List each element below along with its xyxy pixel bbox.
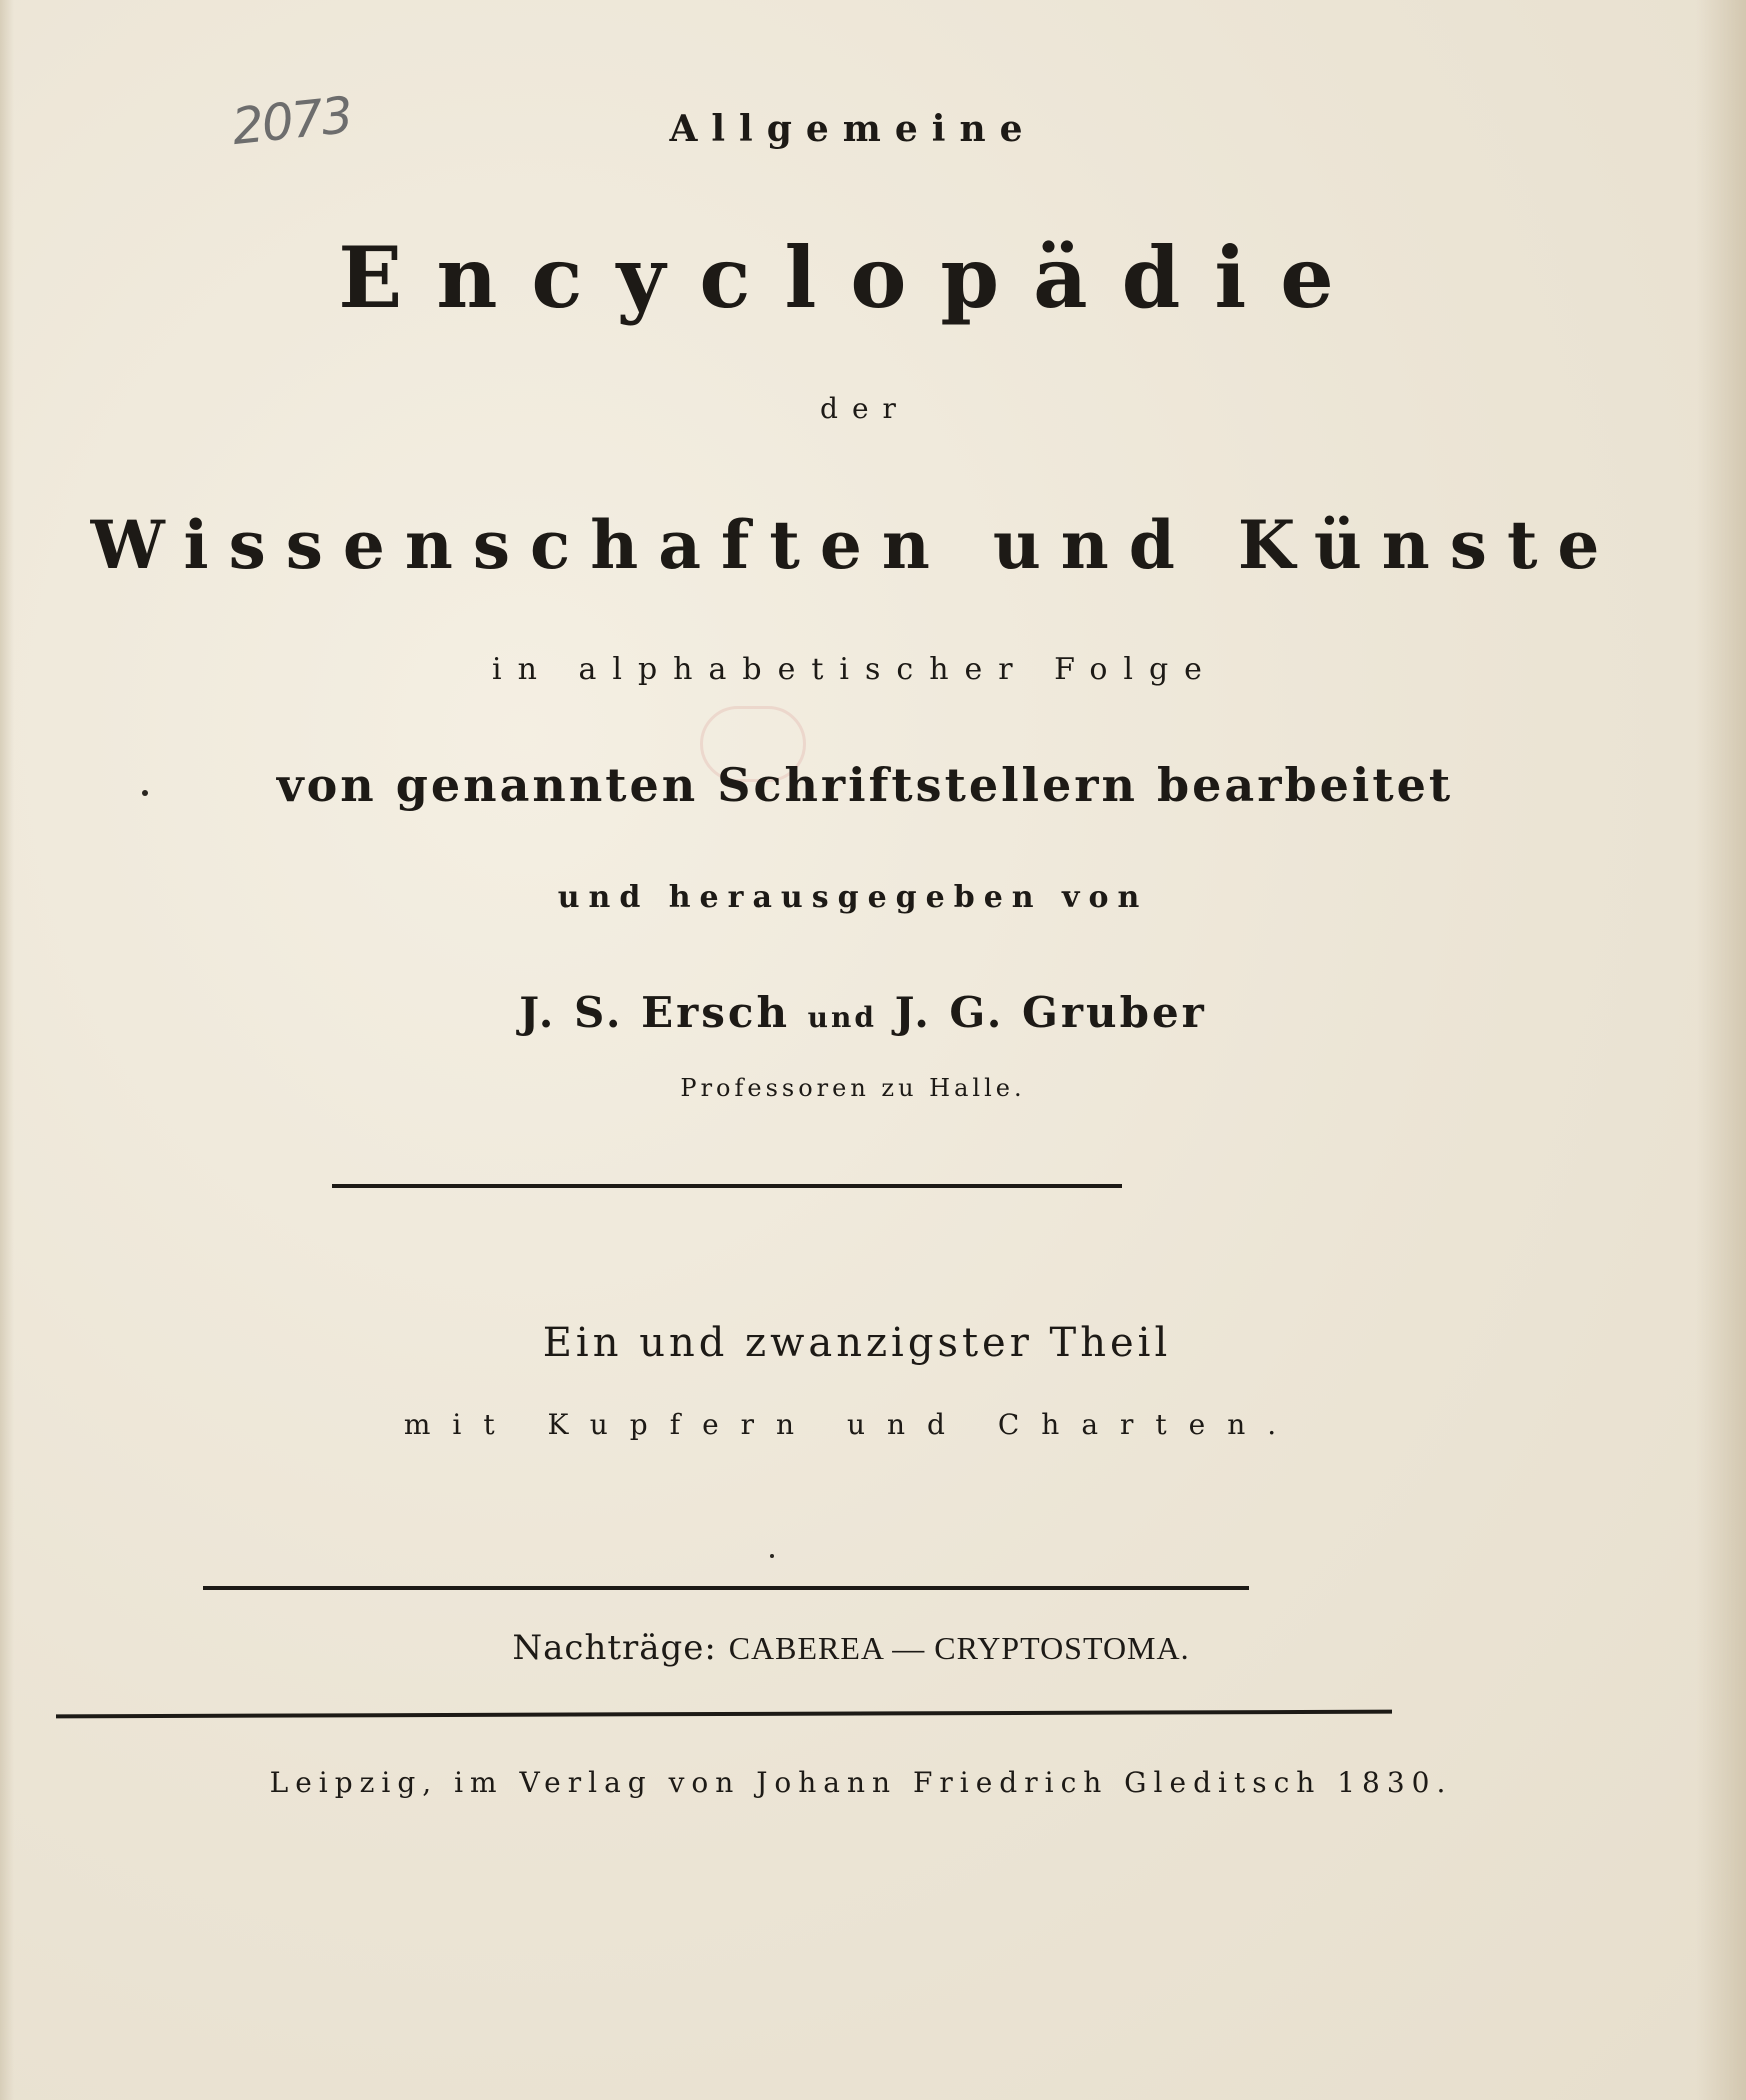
title-line-allgemeine: Allgemeine	[669, 108, 1037, 150]
title-line-genannten: von genannten Schriftstellern bearbeitet	[276, 758, 1454, 812]
ink-speck	[142, 790, 148, 796]
divider-rule-bottom	[56, 1710, 1392, 1719]
editors-line	[0, 988, 1736, 1037]
editor-gruber: J. G. Gruber	[894, 988, 1207, 1037]
title-line-herausgegeben: und herausgegeben von	[557, 880, 1149, 915]
supplement-line	[0, 1628, 1724, 1668]
main-title: Encyclopädie	[338, 228, 1368, 327]
editors-conjunction: und	[807, 1001, 877, 1034]
volume-line: Ein und zwanzigster Theil	[542, 1320, 1172, 1366]
professors-line: Professoren zu Halle.	[680, 1074, 1026, 1102]
title-line-alphabetisch: in alphabetischer Folge	[492, 652, 1218, 687]
plates-line: mit Kupfern und Charten.	[403, 1408, 1299, 1441]
divider-rule-middle	[203, 1586, 1249, 1590]
imprint-line: Leipzig, im Verlag von Johann Friedrich Gleditsch 1830.	[269, 1766, 1453, 1799]
supplement-label: Nachträge:	[512, 1628, 717, 1668]
title-line-der: der	[820, 392, 910, 425]
title-line-wissenschaften: Wissenschaften und Künste	[90, 506, 1620, 584]
divider-rule-top	[332, 1184, 1122, 1188]
shelfmark-pencil-note: 2073	[229, 85, 354, 157]
editor-ersch: J. S. Ersch	[519, 988, 791, 1037]
supplement-range: CABEREA — CRYPTOSTOMA.	[728, 1630, 1190, 1666]
ink-speck	[770, 1554, 774, 1558]
